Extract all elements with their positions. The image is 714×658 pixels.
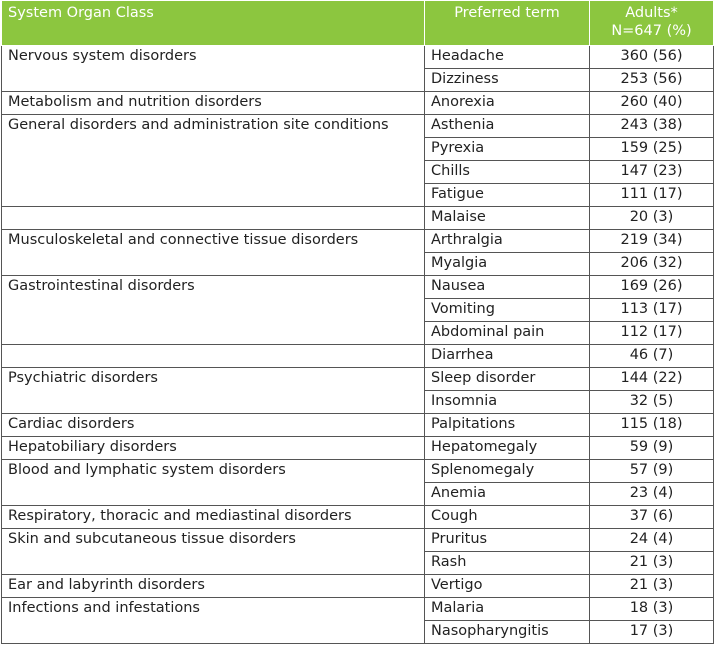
adults-count-cell: 21 (3)	[590, 552, 714, 575]
preferred-term-cell: Palpitations	[425, 414, 590, 437]
system-organ-class-cell: Respiratory, thoracic and mediastinal disorders	[2, 506, 425, 529]
table-row	[2, 299, 714, 322]
adults-count-cell: 32 (5)	[590, 391, 714, 414]
preferred-term-cell: Arthralgia	[425, 230, 590, 253]
preferred-term-cell: Insomnia	[425, 391, 590, 414]
preferred-term-cell: Vomiting	[425, 299, 590, 322]
system-organ-class-cell: Metabolism and nutrition disorders	[2, 92, 425, 115]
header-preferred-term: Preferred term	[425, 1, 590, 46]
table-body	[2, 46, 714, 644]
table-row	[2, 276, 714, 299]
header-adults-label: Adults*	[625, 5, 678, 21]
system-organ-class-cell	[2, 552, 425, 575]
preferred-term-cell: Sleep disorder	[425, 368, 590, 391]
adults-count-cell: 24 (4)	[590, 529, 714, 552]
preferred-term-cell: Dizziness	[425, 69, 590, 92]
table-row	[2, 230, 714, 253]
preferred-term-cell: Nasopharyngitis	[425, 621, 590, 644]
header-adults-n: N=647 (%)	[611, 23, 692, 39]
table-row	[2, 414, 714, 437]
adults-count-cell: 112 (17)	[590, 322, 714, 345]
preferred-term-cell: Splenomegaly	[425, 460, 590, 483]
system-organ-class-cell	[2, 207, 425, 230]
preferred-term-cell: Vertigo	[425, 575, 590, 598]
preferred-term-cell: Pruritus	[425, 529, 590, 552]
adults-count-cell: 111 (17)	[590, 184, 714, 207]
system-organ-class-cell	[2, 483, 425, 506]
system-organ-class-cell: Musculoskeletal and connective tissue disorders	[2, 230, 425, 253]
system-organ-class-cell: Hepatobiliary disorders	[2, 437, 425, 460]
system-organ-class-cell: Infections and infestations	[2, 598, 425, 621]
table-row	[2, 483, 714, 506]
table-row	[2, 138, 714, 161]
table-row	[2, 368, 714, 391]
table-row	[2, 322, 714, 345]
preferred-term-cell: Malaria	[425, 598, 590, 621]
adults-count-cell: 23 (4)	[590, 483, 714, 506]
preferred-term-cell: Myalgia	[425, 253, 590, 276]
adults-count-cell: 115 (18)	[590, 414, 714, 437]
preferred-term-cell: Cough	[425, 506, 590, 529]
system-organ-class-cell	[2, 138, 425, 161]
table-row	[2, 552, 714, 575]
preferred-term-cell: Rash	[425, 552, 590, 575]
preferred-term-cell: Headache	[425, 46, 590, 69]
system-organ-class-cell	[2, 161, 425, 184]
system-organ-class-cell	[2, 253, 425, 276]
system-organ-class-cell: Blood and lymphatic system disorders	[2, 460, 425, 483]
adults-count-cell: 159 (25)	[590, 138, 714, 161]
preferred-term-cell: Diarrhea	[425, 345, 590, 368]
system-organ-class-cell: Skin and subcutaneous tissue disorders	[2, 529, 425, 552]
adults-count-cell: 21 (3)	[590, 575, 714, 598]
system-organ-class-cell	[2, 299, 425, 322]
table-row	[2, 345, 714, 368]
preferred-term-cell: Chills	[425, 161, 590, 184]
system-organ-class-cell	[2, 391, 425, 414]
adverse-events-table	[1, 0, 714, 644]
table-row	[2, 529, 714, 552]
adults-count-cell: 147 (23)	[590, 161, 714, 184]
header-system-organ-class: System Organ Class	[2, 1, 425, 46]
adults-count-cell: 20 (3)	[590, 207, 714, 230]
table-row	[2, 69, 714, 92]
adults-count-cell: 144 (22)	[590, 368, 714, 391]
adults-count-cell: 260 (40)	[590, 92, 714, 115]
system-organ-class-cell: General disorders and administration site conditions	[2, 115, 425, 138]
system-organ-class-cell	[2, 345, 425, 368]
system-organ-class-cell: Psychiatric disorders	[2, 368, 425, 391]
table-row	[2, 46, 714, 69]
adults-count-cell: 169 (26)	[590, 276, 714, 299]
preferred-term-cell: Nausea	[425, 276, 590, 299]
table-row	[2, 460, 714, 483]
system-organ-class-cell: Gastrointestinal disorders	[2, 276, 425, 299]
table-row	[2, 437, 714, 460]
table-row	[2, 391, 714, 414]
adults-count-cell: 360 (56)	[590, 46, 714, 69]
preferred-term-cell: Fatigue	[425, 184, 590, 207]
table-row	[2, 92, 714, 115]
table-row	[2, 598, 714, 621]
adults-count-cell: 46 (7)	[590, 345, 714, 368]
adults-count-cell: 253 (56)	[590, 69, 714, 92]
table-row	[2, 506, 714, 529]
table-row	[2, 161, 714, 184]
system-organ-class-cell: Cardiac disorders	[2, 414, 425, 437]
preferred-term-cell: Pyrexia	[425, 138, 590, 161]
adults-count-cell: 17 (3)	[590, 621, 714, 644]
header-adults	[590, 1, 714, 46]
preferred-term-cell: Abdominal pain	[425, 322, 590, 345]
preferred-term-cell: Anemia	[425, 483, 590, 506]
system-organ-class-cell	[2, 69, 425, 92]
table-row	[2, 575, 714, 598]
system-organ-class-cell	[2, 184, 425, 207]
table-row	[2, 621, 714, 644]
system-organ-class-cell	[2, 621, 425, 644]
preferred-term-cell: Asthenia	[425, 115, 590, 138]
system-organ-class-cell	[2, 322, 425, 345]
adults-count-cell: 243 (38)	[590, 115, 714, 138]
adults-count-cell: 18 (3)	[590, 598, 714, 621]
adults-count-cell: 206 (32)	[590, 253, 714, 276]
preferred-term-cell: Malaise	[425, 207, 590, 230]
system-organ-class-cell: Ear and labyrinth disorders	[2, 575, 425, 598]
adults-count-cell: 57 (9)	[590, 460, 714, 483]
table-header-row	[2, 1, 714, 46]
adults-count-cell: 37 (6)	[590, 506, 714, 529]
table-row	[2, 115, 714, 138]
table-row	[2, 207, 714, 230]
table-row	[2, 253, 714, 276]
preferred-term-cell: Anorexia	[425, 92, 590, 115]
table-row	[2, 184, 714, 207]
adults-count-cell: 113 (17)	[590, 299, 714, 322]
preferred-term-cell: Hepatomegaly	[425, 437, 590, 460]
adults-count-cell: 59 (9)	[590, 437, 714, 460]
adults-count-cell: 219 (34)	[590, 230, 714, 253]
system-organ-class-cell: Nervous system disorders	[2, 46, 425, 69]
